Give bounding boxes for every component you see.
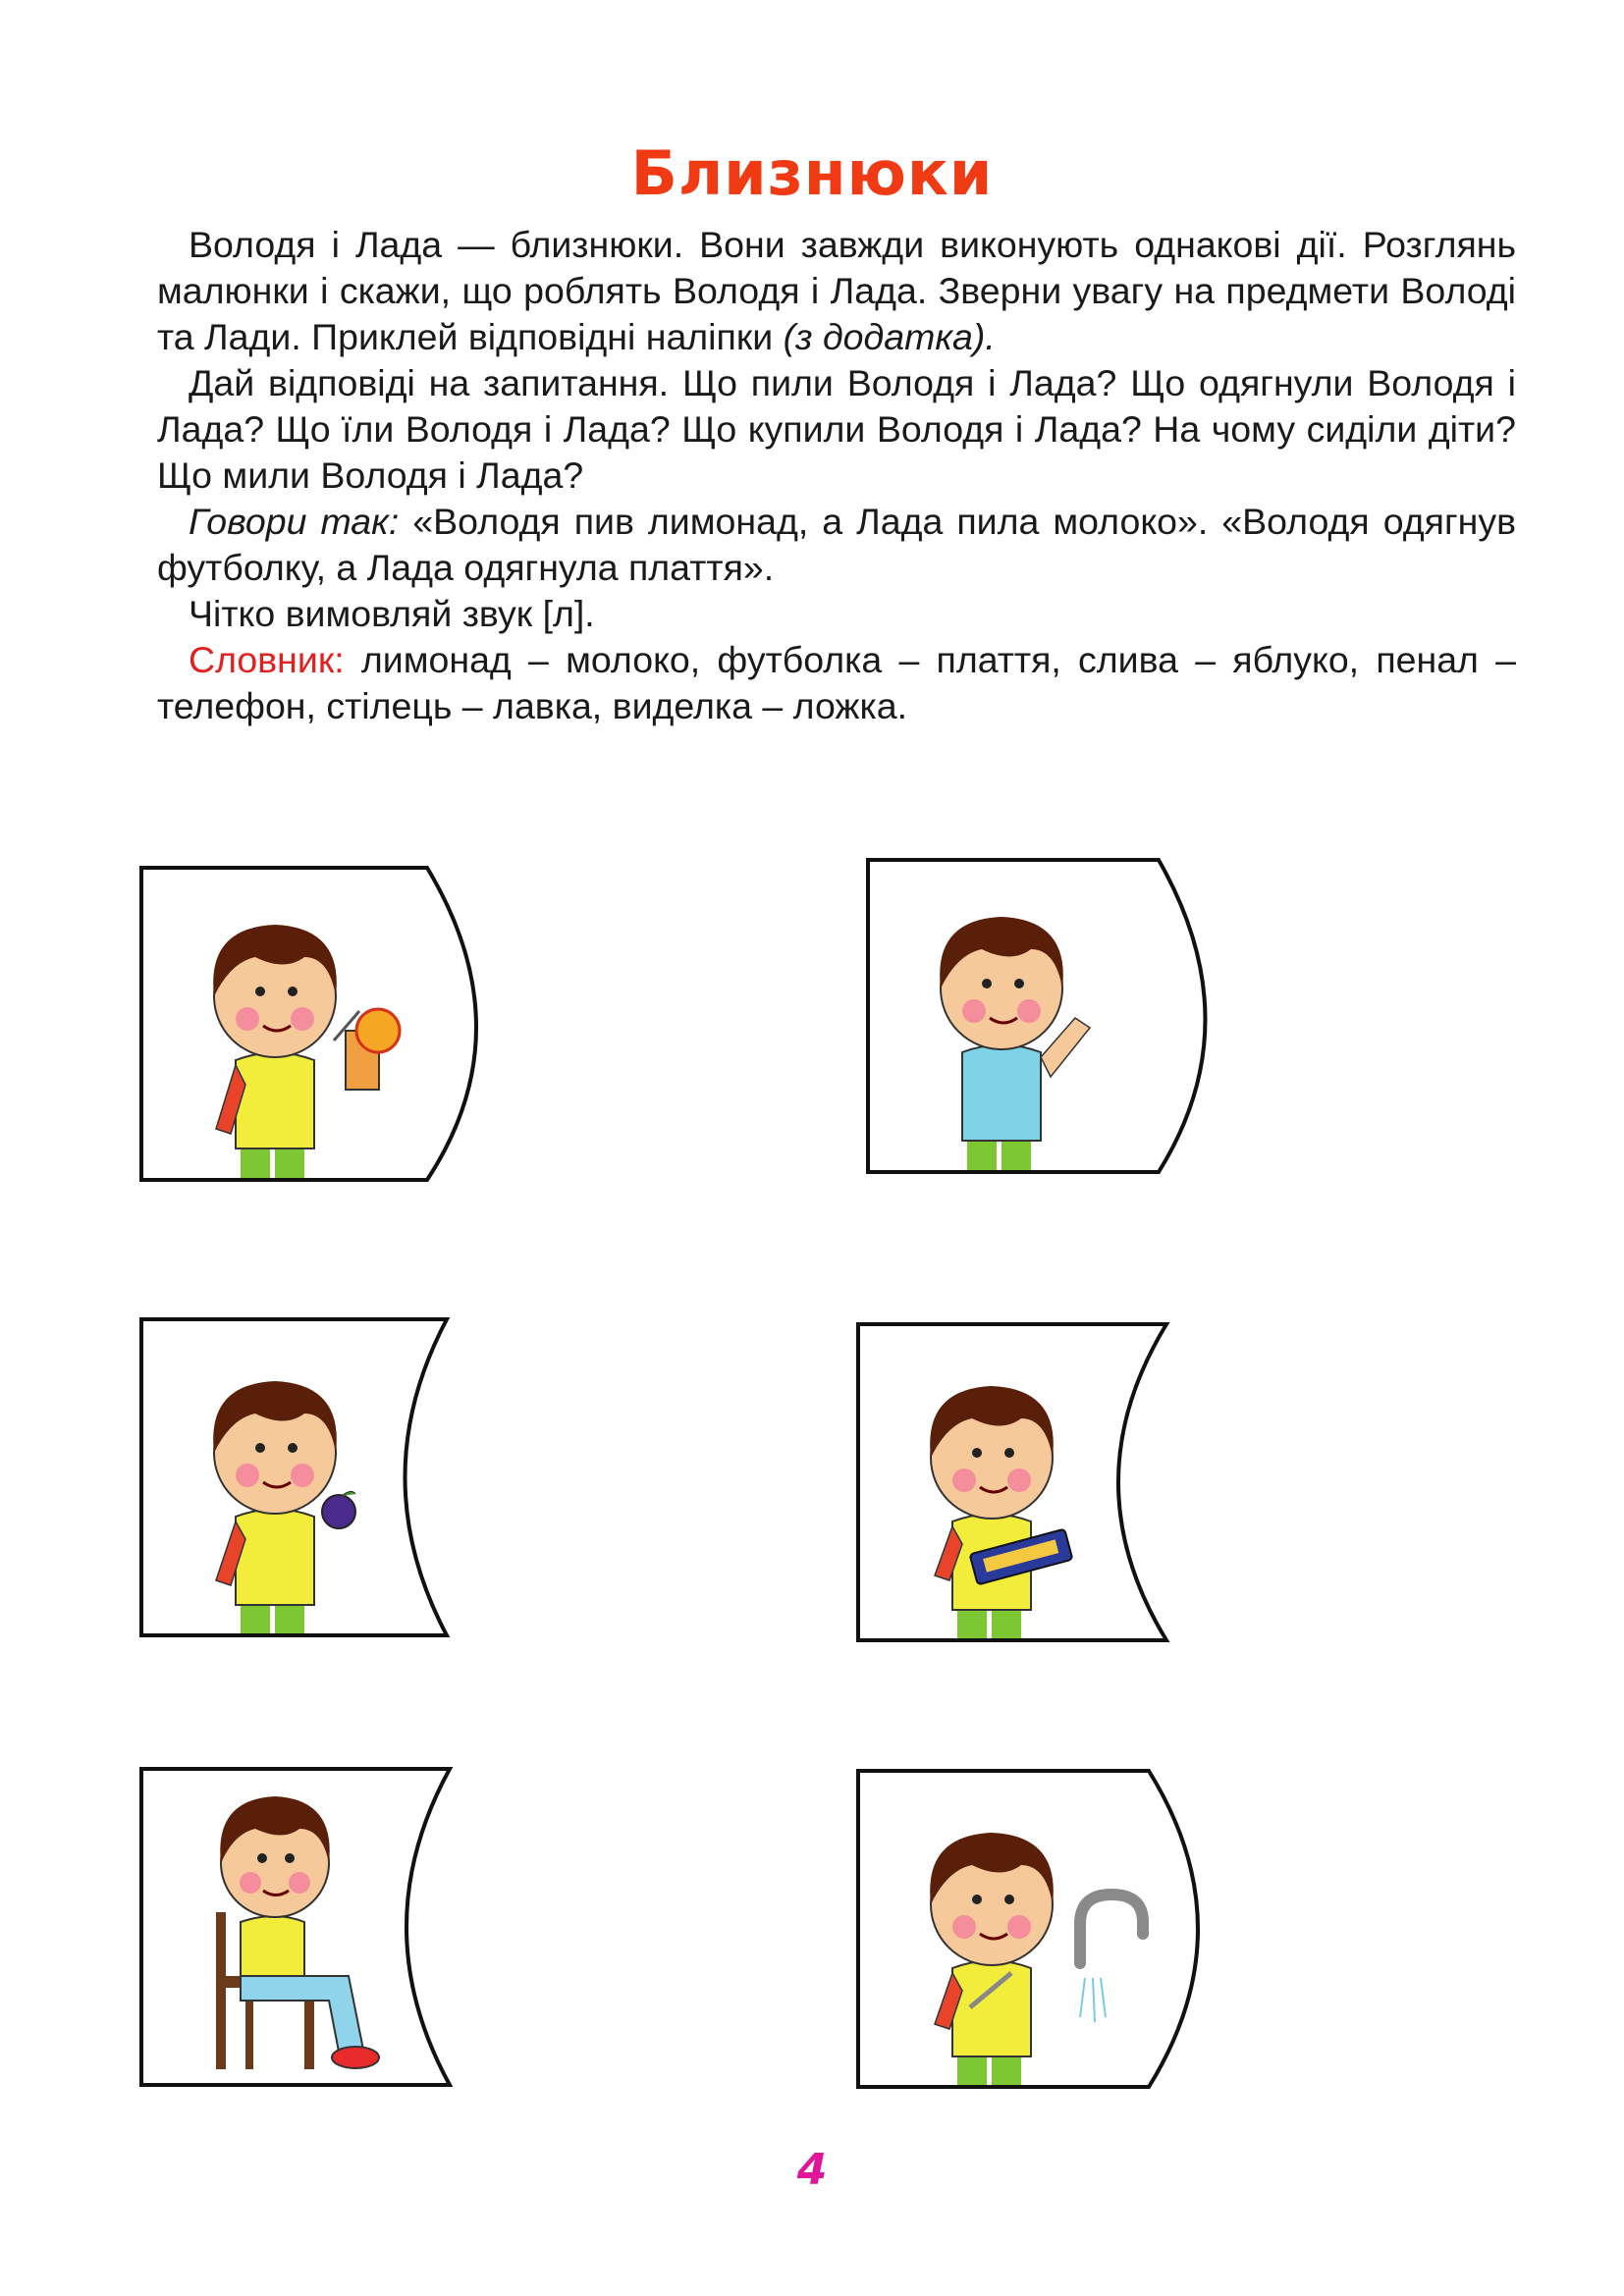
card-boy-sitting-on-chair — [137, 1765, 461, 2089]
paragraph-questions: Дай відповіді на запитання. Що пили Володя і Лада? Що одягнули Володя і Лада? Що їли Володя і Лада? Що купили Володя і Лада? На чому сиділи діти? Що мили Володя і Лада? — [157, 362, 1516, 496]
page-title: Близнюки — [630, 137, 994, 209]
card-boy-drinking-lemonade — [137, 864, 491, 1183]
card-boy-eating-plum — [137, 1315, 461, 1639]
paragraph-example: Говори так: «Володя пив лимонад, а Лада пила молоко». «Володя одягнув футболку, а Лада одягнула плаття». — [157, 501, 1516, 588]
instructions-text — [157, 222, 1516, 729]
card-boy-washing-fork — [854, 1767, 1178, 2091]
paragraph-dictionary: Словник: лимонад – молоко, футболка – плаття, слива – яблуко, пенал – телефон, стілець – лавка, виделка – ложка. — [157, 639, 1517, 726]
paragraph-pronunciation: Чітко вимовляй звук [л]. — [189, 593, 595, 634]
paragraph-intro: Володя і Лада — близнюки. Вони завжди виконують однакові дії. Розглянь малюнки і скажи, що роблять Володя і Лада. Зверни увагу на предмети Володі та Лади. Приклей відповідні наліпки (з додатка). — [157, 224, 1516, 357]
dictionary-label: Словник: — [189, 639, 345, 680]
card-boy-holding-pencil-case — [854, 1320, 1178, 1644]
card-boy-in-t-shirt — [864, 856, 1218, 1175]
page-number: 4 — [796, 2145, 828, 2195]
